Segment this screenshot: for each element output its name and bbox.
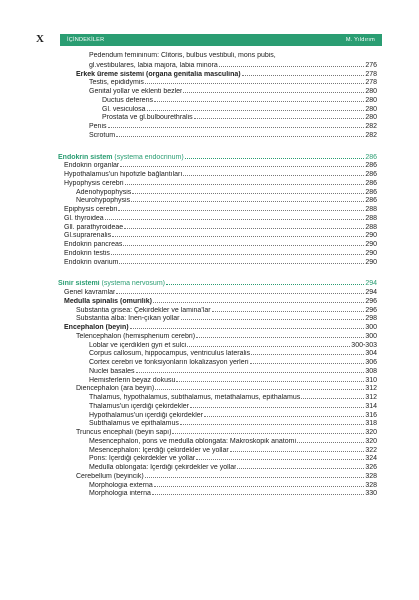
toc-entry[interactable] bbox=[55, 349, 377, 358]
toc-entry-text: Hypophysis cerebri bbox=[64, 179, 124, 187]
toc-entry-title bbox=[64, 324, 129, 333]
toc-entry-text: Genital yollar ve eklenti bezler bbox=[89, 88, 183, 95]
dot-leader bbox=[125, 179, 365, 185]
toc-entry-title bbox=[64, 259, 118, 268]
toc-page-number: 278 bbox=[365, 79, 377, 87]
toc-entry-title bbox=[89, 52, 276, 61]
toc-entry[interactable] bbox=[55, 161, 377, 170]
toc-page-number: 324 bbox=[365, 455, 377, 463]
toc-entry-text: Pons: İçerdiği çekirdekler ve yollar bbox=[89, 455, 196, 463]
toc-entry-text: Testis, epididymis bbox=[89, 79, 144, 87]
toc-entry[interactable] bbox=[55, 188, 377, 197]
toc-entry[interactable] bbox=[55, 131, 377, 140]
toc-entry-title bbox=[64, 180, 124, 189]
toc-entry[interactable] bbox=[55, 314, 377, 323]
toc-page-number: 288 bbox=[365, 206, 377, 213]
toc-entry[interactable] bbox=[55, 481, 377, 490]
toc-page-number: 286 bbox=[365, 153, 377, 161]
section-spacer bbox=[55, 140, 377, 153]
toc-entry-text: Substantia alba: İnen-çıkan yollar bbox=[76, 315, 180, 323]
toc-entry-text: Gl.suprarenalis bbox=[64, 232, 112, 240]
toc-page-number: 280 bbox=[365, 96, 377, 104]
toc-entry-heading: Sinir sistemi bbox=[58, 280, 100, 288]
toc-entry[interactable] bbox=[55, 297, 377, 306]
toc-entry[interactable] bbox=[55, 87, 377, 96]
dot-leader bbox=[111, 249, 364, 255]
toc-entry[interactable] bbox=[55, 153, 377, 162]
toc-entry-text: Substantia grisea: Çekirdekler ve lamina’lar bbox=[76, 306, 211, 314]
toc-entry-text: Endokrin organlar bbox=[64, 162, 120, 170]
toc-page-number: 306 bbox=[365, 359, 377, 366]
dot-leader bbox=[219, 61, 365, 67]
page-number: X bbox=[36, 33, 44, 45]
dot-leader bbox=[154, 96, 364, 102]
toc-entry[interactable] bbox=[55, 113, 377, 122]
toc-page-number: 320 bbox=[365, 429, 377, 436]
toc-page-number: 328 bbox=[365, 481, 377, 489]
toc-entry-text: Prostata ve gl.bulbourethralis bbox=[102, 114, 193, 122]
toc-entry-title bbox=[76, 189, 131, 198]
toc-entry[interactable] bbox=[55, 52, 377, 61]
toc-entry[interactable] bbox=[55, 358, 377, 367]
dot-leader bbox=[181, 314, 365, 320]
toc-entry-text: (omurilik) bbox=[118, 297, 152, 305]
dot-leader bbox=[112, 231, 364, 237]
dot-leader bbox=[153, 297, 364, 303]
toc-entry-text: Scrotum bbox=[89, 131, 116, 139]
toc-entry-text: Pedendum femininum: Clitoris, bulbus vestibuli, mons pubis, bbox=[89, 52, 276, 59]
toc-entry[interactable] bbox=[55, 472, 377, 481]
dot-leader bbox=[297, 437, 364, 443]
toc-entry[interactable] bbox=[55, 306, 377, 315]
toc-entry[interactable] bbox=[55, 402, 377, 411]
toc-page-number: 286 bbox=[365, 179, 377, 187]
toc-entry-text: Hypothalamus’un hipofizle bağlantıları bbox=[64, 171, 183, 178]
dot-leader bbox=[172, 428, 364, 434]
toc-entry-title bbox=[76, 333, 195, 342]
section-spacer bbox=[55, 266, 377, 279]
toc-entry-title bbox=[89, 455, 195, 464]
dot-leader bbox=[155, 384, 364, 390]
toc-entry-text: Medulla oblongata: İçerdiği çekirdekler ve yollar bbox=[89, 464, 237, 471]
toc-entry-title bbox=[89, 482, 153, 491]
toc-entry-heading: Endokrin sistem bbox=[58, 153, 113, 161]
toc-entry-text: Mesencephalon, pons ve medulla oblongata: Makroskopik anatomi bbox=[89, 437, 297, 445]
toc-entry-text: Hemisferlerin beyaz dokusu bbox=[89, 376, 176, 384]
toc-page-number: 330 bbox=[365, 490, 377, 498]
toc-entry-title bbox=[89, 62, 218, 71]
toc-entry-title bbox=[89, 350, 250, 359]
dot-leader bbox=[204, 411, 364, 417]
toc-entry-text: Morphologia interna bbox=[89, 490, 151, 498]
toc-page-number: 300 bbox=[365, 332, 377, 340]
toc-page-number: 286 bbox=[365, 188, 377, 196]
dot-leader bbox=[196, 332, 364, 338]
section-title: İÇİNDEKİLER bbox=[67, 37, 105, 43]
toc-page-number: 304 bbox=[365, 350, 377, 358]
dot-leader bbox=[196, 454, 364, 460]
dot-leader bbox=[108, 122, 365, 128]
toc-page-number: 282 bbox=[365, 131, 377, 139]
dot-leader bbox=[131, 196, 364, 202]
toc-entry-text: Corpus callosum, hippocampus, ventriculus lateralis bbox=[89, 350, 251, 358]
toc-entry-text: Gl. thyroidea bbox=[64, 214, 104, 222]
toc-page-number: 314 bbox=[365, 402, 377, 410]
toc-entry-title bbox=[64, 232, 111, 241]
dot-leader bbox=[152, 489, 364, 495]
dot-leader bbox=[301, 393, 364, 399]
toc-entry[interactable] bbox=[55, 454, 377, 463]
toc-entry-title bbox=[89, 490, 151, 499]
toc-page-number: 286 bbox=[365, 197, 377, 205]
toc-entry-title bbox=[64, 215, 104, 224]
toc-entry[interactable] bbox=[55, 437, 377, 446]
dot-leader bbox=[185, 153, 365, 159]
toc-entry-text: Telencephalon (hemispherium cerebri) bbox=[76, 332, 196, 340]
toc-entry-text: Adenohypophysis bbox=[76, 188, 132, 196]
toc-entry-text: Diencephalon (ara beyin) bbox=[76, 385, 155, 393]
toc-page-number: 286 bbox=[365, 162, 377, 170]
toc-entry[interactable] bbox=[55, 428, 377, 437]
toc-entry[interactable] bbox=[55, 61, 377, 70]
toc-entry-title bbox=[89, 368, 135, 377]
toc-entry-text: Loblar ve içerdikleri gyri et sulci bbox=[89, 341, 187, 349]
dot-leader bbox=[187, 341, 350, 347]
toc-page-number: 280 bbox=[365, 88, 377, 95]
toc-entry-text: Endokrin testis bbox=[64, 249, 110, 257]
dot-leader bbox=[212, 306, 365, 312]
dot-leader bbox=[194, 113, 365, 119]
toc-entry-title bbox=[102, 106, 146, 115]
toc-page-number: 286 bbox=[365, 171, 377, 178]
toc-page-number: 328 bbox=[365, 472, 377, 480]
toc-page-number: 308 bbox=[365, 367, 377, 375]
toc-entry[interactable] bbox=[55, 122, 377, 131]
toc-entry-title bbox=[76, 473, 144, 482]
toc-entry-text: Neurohypophysis bbox=[76, 197, 131, 205]
toc-entry[interactable] bbox=[55, 323, 377, 332]
toc-entry-text: (systema nervosum) bbox=[99, 280, 165, 288]
toc-entry-title bbox=[64, 250, 110, 259]
toc-entry[interactable] bbox=[55, 446, 377, 455]
dot-leader bbox=[124, 223, 364, 229]
toc-entry-text: Endokrin ovarium bbox=[64, 258, 119, 266]
toc-entry[interactable] bbox=[55, 179, 377, 188]
dot-leader bbox=[118, 205, 364, 211]
dot-leader bbox=[147, 105, 365, 111]
toc-entry-title bbox=[89, 132, 115, 141]
toc-entry[interactable] bbox=[55, 96, 377, 105]
toc-page-number: 318 bbox=[365, 420, 377, 428]
toc-entry-text: Gll. parathyroideae bbox=[64, 223, 124, 231]
toc-entry-text: Epiphysis cerebri bbox=[64, 206, 118, 213]
toc-page-number: 294 bbox=[365, 280, 377, 288]
toc-entry[interactable] bbox=[55, 367, 377, 376]
dot-leader bbox=[130, 323, 365, 329]
toc-page-number: 280 bbox=[365, 105, 377, 113]
dot-leader bbox=[176, 376, 364, 382]
toc-entry[interactable] bbox=[55, 231, 377, 240]
toc-entry-title bbox=[102, 97, 153, 106]
toc-page-number: 296 bbox=[365, 297, 377, 305]
toc-page-number: 310 bbox=[365, 376, 377, 384]
dot-leader bbox=[116, 288, 364, 294]
toc-entry[interactable] bbox=[55, 223, 377, 232]
toc-entry-text: Ductus deferens bbox=[102, 96, 153, 104]
toc-entry[interactable] bbox=[55, 393, 377, 402]
toc-page-number: 288 bbox=[365, 214, 377, 222]
toc-page-number: 290 bbox=[365, 258, 377, 266]
toc-page-number: 276 bbox=[365, 61, 377, 69]
toc-entry-title bbox=[64, 298, 152, 307]
toc-entry[interactable] bbox=[55, 411, 377, 420]
toc-page-number: 312 bbox=[365, 385, 377, 393]
author-name: M. Yıldırım bbox=[345, 37, 375, 43]
toc-page-number: 290 bbox=[365, 249, 377, 257]
dot-leader bbox=[105, 214, 365, 220]
toc-page-number: 296 bbox=[365, 306, 377, 314]
toc-page-number: 280 bbox=[365, 114, 377, 122]
toc-page-number: 300 bbox=[365, 324, 377, 331]
dot-leader bbox=[145, 78, 364, 84]
toc-entry-text: Subthalamus ve epithalamus bbox=[89, 420, 179, 428]
toc-entry-text: Cortex cerebri ve fonksiyonların lokalizasyon yerleri bbox=[89, 359, 249, 366]
dot-leader bbox=[154, 481, 364, 487]
toc-entry-text: Hypothalamus’un içerdiği çekirdekler bbox=[89, 411, 203, 419]
toc-entry-heading: Encephalon bbox=[64, 324, 104, 331]
toc-entry-text: Morphologia externa bbox=[89, 481, 153, 489]
toc-page-number: 288 bbox=[365, 223, 377, 231]
toc-page-number: 298 bbox=[365, 315, 377, 323]
toc-entry-title bbox=[64, 289, 115, 298]
toc-page-number: 290 bbox=[365, 232, 377, 240]
toc-page-number: 322 bbox=[365, 446, 377, 454]
dot-leader bbox=[250, 358, 365, 364]
toc-entry-heading: Medulla spinalis bbox=[64, 297, 119, 305]
toc-entry-text: (beyin) bbox=[103, 324, 129, 331]
toc-page-number: 278 bbox=[365, 70, 377, 78]
toc-page-number: 326 bbox=[365, 464, 377, 471]
toc-page-number: 320 bbox=[365, 437, 377, 445]
toc-entry-text: Penis bbox=[89, 123, 107, 130]
toc-entry[interactable] bbox=[55, 170, 377, 179]
toc-entry[interactable] bbox=[55, 214, 377, 223]
toc-entry-title bbox=[89, 79, 144, 88]
toc-page-number: 294 bbox=[365, 289, 377, 296]
toc-entry[interactable] bbox=[55, 105, 377, 114]
dot-leader bbox=[119, 258, 364, 264]
toc-entry-text: Gl. vesiculosa bbox=[102, 105, 146, 113]
toc-entry[interactable] bbox=[55, 489, 377, 498]
toc-entry[interactable] bbox=[55, 70, 377, 79]
toc-entry[interactable] bbox=[55, 288, 377, 297]
section-header-bar bbox=[60, 34, 382, 46]
dot-leader bbox=[166, 279, 364, 285]
dot-leader bbox=[183, 87, 364, 93]
dot-leader bbox=[190, 402, 364, 408]
toc-entry-text: gl.vestibulares, labia majora, labia minora bbox=[89, 61, 218, 69]
toc-page-number: 290 bbox=[365, 241, 377, 248]
toc-entry-text: (systema endocrinum) bbox=[112, 153, 184, 161]
toc-entry-text: Mesencephalon: İçerdiği çekirdekler ve yollar bbox=[89, 446, 229, 454]
dot-leader bbox=[251, 349, 364, 355]
toc-entry[interactable] bbox=[55, 332, 377, 341]
toc-entry[interactable] bbox=[55, 78, 377, 87]
toc-entry-title bbox=[89, 403, 189, 412]
toc-entry-title bbox=[64, 162, 119, 171]
toc-entry[interactable] bbox=[55, 463, 377, 472]
dot-leader bbox=[242, 70, 365, 76]
dot-leader bbox=[120, 161, 364, 167]
toc-entry-text: Truncus encephali (beyin sapı) bbox=[76, 429, 172, 436]
toc-page-number: 316 bbox=[365, 411, 377, 419]
toc-page-number: 300-303 bbox=[351, 341, 377, 349]
toc-entry-text: Cerebellum (beyincik) bbox=[76, 472, 144, 480]
toc-entry[interactable] bbox=[55, 249, 377, 258]
toc-page-number: 282 bbox=[365, 123, 377, 130]
dot-leader bbox=[180, 419, 364, 425]
dot-leader bbox=[237, 463, 364, 469]
toc-page-number: 312 bbox=[365, 394, 377, 401]
dot-leader bbox=[136, 367, 365, 373]
toc-entry-title bbox=[89, 342, 186, 351]
toc-entry[interactable] bbox=[55, 196, 377, 205]
toc-entry[interactable] bbox=[55, 279, 377, 288]
dot-leader bbox=[116, 131, 364, 137]
toc-entry-title bbox=[89, 123, 107, 132]
toc-entry[interactable] bbox=[55, 205, 377, 214]
dot-leader bbox=[230, 446, 365, 452]
toc-entry-text: Endokrin pancreas bbox=[64, 241, 123, 248]
toc-entry[interactable] bbox=[55, 376, 377, 385]
toc-entry-text: Genel kavramlar bbox=[64, 289, 116, 296]
toc-entry-heading: Erkek üreme sistemi bbox=[76, 70, 145, 78]
table-of-contents bbox=[55, 52, 377, 498]
toc-entry[interactable] bbox=[55, 419, 377, 428]
toc-entry-text: (organa genitalia masculina) bbox=[144, 70, 241, 78]
toc-entry-text: Nuclei basales bbox=[89, 367, 135, 375]
toc-entry-text: Thalamus’un içerdiği çekirdekler bbox=[89, 402, 189, 410]
toc-entry[interactable] bbox=[55, 384, 377, 393]
toc-entry[interactable] bbox=[55, 240, 377, 249]
dot-leader bbox=[183, 170, 364, 176]
dot-leader bbox=[145, 472, 365, 478]
toc-entry[interactable] bbox=[55, 341, 377, 350]
dot-leader bbox=[123, 240, 364, 246]
toc-entry-text: Thalamus, hypothalamus, subthalamus, metathalamus, epithalamus bbox=[89, 394, 301, 401]
toc-entry-title bbox=[76, 385, 154, 394]
toc-entry-title bbox=[89, 420, 179, 429]
dot-leader bbox=[132, 188, 364, 194]
toc-entry-title bbox=[76, 429, 171, 438]
toc-entry[interactable] bbox=[55, 258, 377, 267]
